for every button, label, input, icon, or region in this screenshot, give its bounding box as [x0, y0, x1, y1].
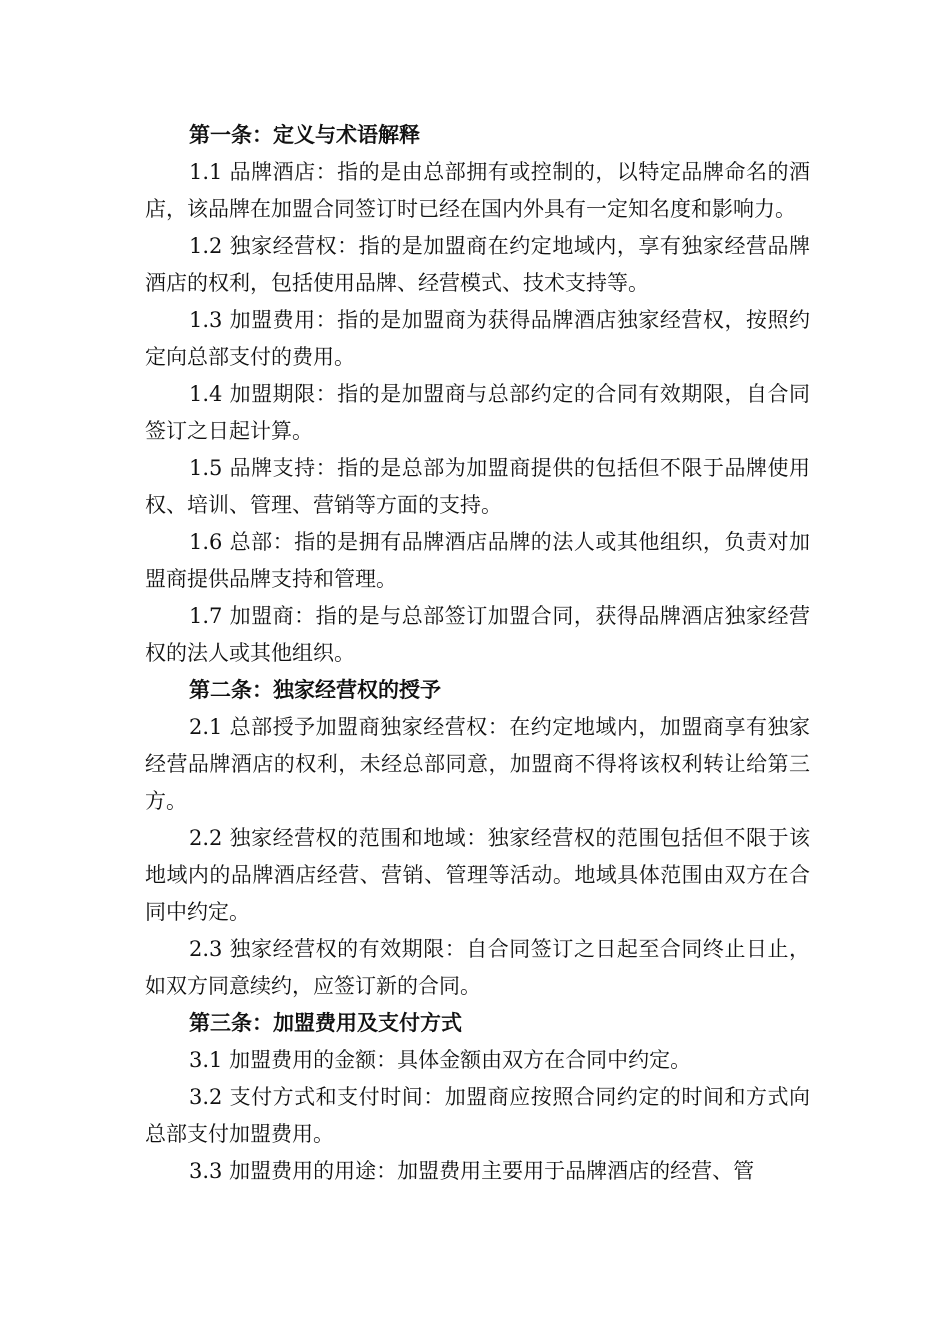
clause-paragraph: 1.4 加盟期限：指的是加盟商与总部约定的合同有效期限，自合同签订之日起计算。 — [145, 382, 810, 443]
clause-paragraph: 1.1 品牌酒店：指的是由总部拥有或控制的，以特定品牌命名的酒店，该品牌在加盟合同签订时已经在国内外具有一定知名度和影响力。 — [145, 160, 810, 221]
clause-paragraph: 3.1 加盟费用的金额：具体金额由双方在合同中约定。 — [189, 1048, 692, 1072]
clause-paragraph: 2.3 独家经营权的有效期限：自合同签订之日起至合同终止日止，如双方同意续约，应签订新的合同。 — [145, 937, 810, 998]
clause-paragraph: 2.1 总部授予加盟商独家经营权：在约定地域内，加盟商享有独家经营品牌酒店的权利，未经总部同意，加盟商不得将该权利转让给第三方。 — [145, 715, 810, 813]
clause-paragraph: 2.2 独家经营权的范围和地域：独家经营权的范围包括但不限于该地域内的品牌酒店经营、营销、管理等活动。地域具体范围由双方在合同中约定。 — [145, 826, 810, 924]
clause-paragraph: 3.2 支付方式和支付时间：加盟商应按照合同约定的时间和方式向总部支付加盟费用。 — [145, 1085, 810, 1146]
section-3 — [145, 1005, 810, 1190]
section-2 — [145, 672, 810, 1005]
clause-paragraph: 1.5 品牌支持：指的是总部为加盟商提供的包括但不限于品牌使用权、培训、管理、营销等方面的支持。 — [145, 456, 810, 517]
clause-paragraph: 1.3 加盟费用：指的是加盟商为获得品牌酒店独家经营权，按照约定向总部支付的费用。 — [145, 308, 810, 369]
clause-paragraph: 1.7 加盟商：指的是与总部签订加盟合同，获得品牌酒店独家经营权的法人或其他组织。 — [145, 604, 810, 665]
clause-paragraph: 1.6 总部：指的是拥有品牌酒店品牌的法人或其他组织，负责对加盟商提供品牌支持和管理。 — [145, 530, 810, 591]
section-heading: 第二条：独家经营权的授予 — [189, 678, 441, 702]
section-1 — [145, 117, 810, 672]
document-body — [145, 117, 810, 1190]
section-heading: 第一条：定义与术语解释 — [189, 123, 420, 147]
clause-paragraph: 1.2 独家经营权：指的是加盟商在约定地域内，享有独家经营品牌酒店的权利，包括使用品牌、经营模式、技术支持等。 — [145, 234, 810, 295]
section-heading: 第三条：加盟费用及支付方式 — [189, 1011, 462, 1035]
clause-paragraph: 3.3 加盟费用的用途：加盟费用主要用于品牌酒店的经营、管 — [189, 1159, 755, 1183]
